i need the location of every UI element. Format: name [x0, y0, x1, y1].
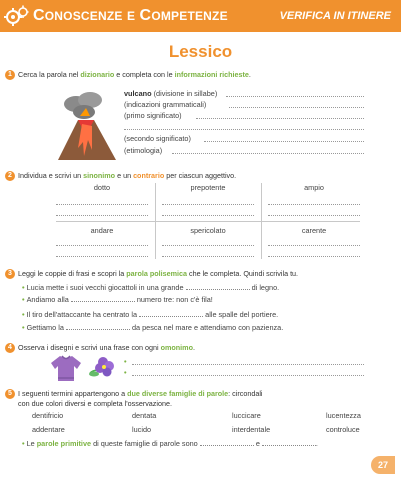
exercise-1-instruction: Cerca la parola nel dizionario e completa con le informazioni richieste.: [18, 70, 251, 79]
sentence-2: • Andiamo alla numero tre: non c'è fila!: [22, 295, 213, 304]
adjective-spericolato: spericolato: [190, 226, 226, 235]
exercise-5-instruction-line-2: con due colori diversi e completa l'osservazione.: [18, 399, 172, 408]
answer-line[interactable]: [204, 141, 364, 142]
blank[interactable]: [66, 324, 130, 330]
word-dentifricio[interactable]: dentifricio: [32, 411, 64, 420]
adjective-ampio: ampio: [304, 183, 324, 192]
page-number: 27: [371, 456, 395, 474]
word-lucido[interactable]: lucido: [132, 425, 152, 434]
answer-line[interactable]: [162, 204, 254, 205]
page-title: Lessico: [168, 42, 233, 61]
blank[interactable]: [71, 296, 135, 302]
answer-line[interactable]: [132, 364, 364, 365]
answer-line[interactable]: [196, 118, 364, 119]
answer-line[interactable]: [56, 245, 148, 246]
sentence-line-2: •: [124, 368, 127, 377]
word-lucentezza[interactable]: lucentezza: [326, 411, 361, 420]
answer-line[interactable]: [268, 256, 360, 257]
answer-line[interactable]: [132, 375, 364, 376]
word-luccicare[interactable]: luccicare: [232, 411, 261, 420]
sentence-3: • Il tiro dell'attaccante ha centrato la alle spalle del portiere.: [22, 310, 279, 319]
sentence-line-1: •: [124, 357, 127, 366]
volcano-illustration: [56, 90, 118, 162]
exercise-number-2: 2: [5, 171, 15, 181]
answer-line[interactable]: [172, 153, 364, 154]
adjective-carente: carente: [301, 226, 327, 235]
blank[interactable]: [139, 311, 203, 317]
exercise-number-4: 4: [5, 343, 15, 353]
exercise-number-5: 5: [5, 389, 15, 399]
word-interdentale[interactable]: interdentale: [232, 425, 271, 434]
def-line-etymology: (etimologia): [124, 146, 163, 155]
blank[interactable]: [262, 440, 316, 446]
answer-line[interactable]: [124, 129, 364, 130]
violet-flower-icon: [86, 355, 116, 379]
exercise-3-instruction: Leggi le coppie di frasi e scopri la parola polisemica che le completa. Quindi scrivila tu.: [18, 269, 299, 278]
answer-line[interactable]: [162, 215, 254, 216]
section-tag: VERIFICA IN ITINERE: [279, 10, 391, 22]
answer-line[interactable]: [56, 256, 148, 257]
sentence-1: • Lucia mette i suoi vecchi giocattoli in una grande di legno.: [22, 283, 280, 292]
adjective-prepotente: prepotente: [190, 183, 226, 192]
header-bar: [0, 0, 401, 32]
gears-icon: [4, 4, 30, 28]
sweater-icon: [50, 354, 82, 382]
answer-line[interactable]: [162, 245, 254, 246]
answer-line[interactable]: [268, 245, 360, 246]
def-line-headword: vulcano (divisione in sillabe): [124, 89, 218, 98]
word-dentata[interactable]: dentata: [132, 411, 157, 420]
def-line-meaning-1: (primo significato): [124, 111, 182, 120]
exercise-2-instruction: Individua e scrivi un sinonimo e un contrario per ciascun aggettivo.: [18, 171, 237, 180]
grid-divider: [155, 183, 156, 259]
observation-line: • Le parole primitive di queste famiglie di parole sono e .: [22, 439, 318, 448]
grid-divider: [261, 183, 262, 259]
grid-divider: [56, 221, 360, 222]
word-addentare[interactable]: addentare: [32, 425, 65, 434]
def-line-meaning-2: (secondo significato): [124, 134, 191, 143]
answer-line[interactable]: [56, 204, 148, 205]
blank[interactable]: [200, 440, 254, 446]
exercise-4-instruction: Osserva i disegni e scrivi una frase con ogni omonimo.: [18, 343, 195, 352]
adjective-dotto: dotto: [93, 183, 111, 192]
answer-line[interactable]: [268, 204, 360, 205]
answer-line[interactable]: [229, 107, 364, 108]
exercise-number-3: 3: [5, 269, 15, 279]
answer-line[interactable]: [162, 256, 254, 257]
header-title: CONOSCENZE E COMPETENZE: [33, 7, 228, 24]
def-line-grammar: (indicazioni grammaticali): [124, 100, 207, 109]
exercise-number-1: 1: [5, 70, 15, 80]
word-controluce[interactable]: controluce: [326, 425, 360, 434]
answer-line[interactable]: [268, 215, 360, 216]
blank[interactable]: [186, 284, 250, 290]
adjective-andare: andare: [90, 226, 114, 235]
sentence-4: • Gettiamo la da pesca nel mare e attendiamo con pazienza.: [22, 323, 284, 332]
answer-line[interactable]: [56, 215, 148, 216]
answer-line[interactable]: [226, 96, 364, 97]
exercise-5-instruction-line-1: I seguenti termini appartengono a due diverse famiglie di parole: circondali: [18, 389, 263, 398]
